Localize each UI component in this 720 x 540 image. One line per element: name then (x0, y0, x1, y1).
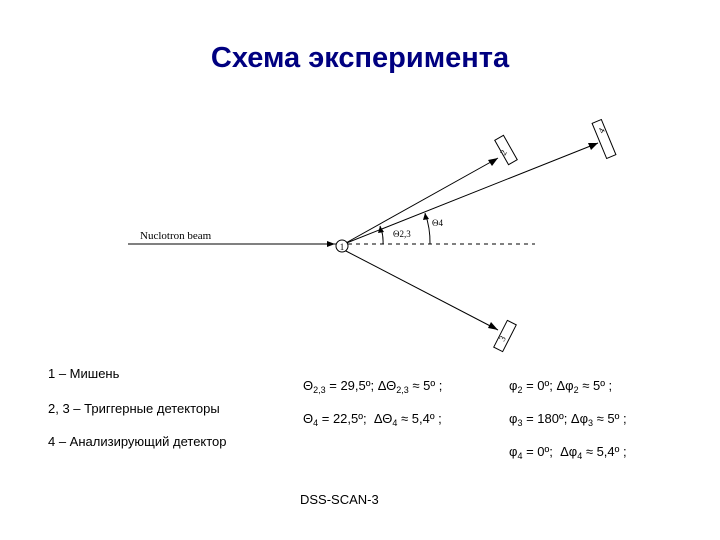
footer-label: DSS-SCAN-3 (300, 492, 379, 507)
formula-phi4: $\varphi_4$ = 0º; $\Delta\varphi_4$ ≈ 5,4º ; (509, 444, 627, 461)
angle-arc-theta4-arrow (423, 213, 429, 220)
angle-arc-theta23-arrow (378, 226, 384, 233)
formula-phi2: $\varphi_2$ = 0º; $\Delta\varphi_2$ ≈ 5º ; (509, 378, 613, 395)
angle-label-theta4: Θ4 (432, 218, 443, 228)
formula-phi3: $\varphi_3$ = 180º; $\Delta\varphi_3$ ≈ 5º ; (509, 411, 627, 428)
legend-trigger-detectors: 2, 3 – Триггерные детекторы (48, 401, 220, 416)
formula-theta23: $\Theta_{2,3}$ = 29,5º; $\Delta\Theta_{2,3}$ ≈ 5º ; (303, 378, 443, 395)
trajectory-2-arrowhead (488, 158, 498, 166)
detector-4-label: 4 (595, 126, 607, 135)
trajectory-to-detector-4 (344, 143, 598, 244)
slide-title: Схема эксперимента (210, 42, 510, 74)
legend-target: 1 – Мишень (48, 366, 120, 381)
beam-label: Nuclotron beam (140, 230, 212, 242)
target-label: 1 (339, 242, 345, 252)
legend-analyzing-detector: 4 – Анализирующий детектор (48, 434, 227, 449)
trajectory-to-detector-2 (344, 158, 498, 244)
trajectory-3-arrowhead (488, 322, 498, 330)
trajectory-to-detector-3 (344, 250, 498, 330)
trajectory-4-arrowhead (588, 143, 598, 150)
beam-arrowhead (327, 241, 335, 247)
detector-3-label: 3 (496, 334, 508, 343)
detector-2-label: 2 (497, 148, 509, 157)
formula-theta4: $\Theta_4$ = 22,5º; $\Delta\Theta_4$ ≈ 5,4º ; (303, 411, 442, 428)
detector-4 (592, 120, 616, 159)
angle-label-theta23: Θ2,3 (393, 229, 411, 239)
